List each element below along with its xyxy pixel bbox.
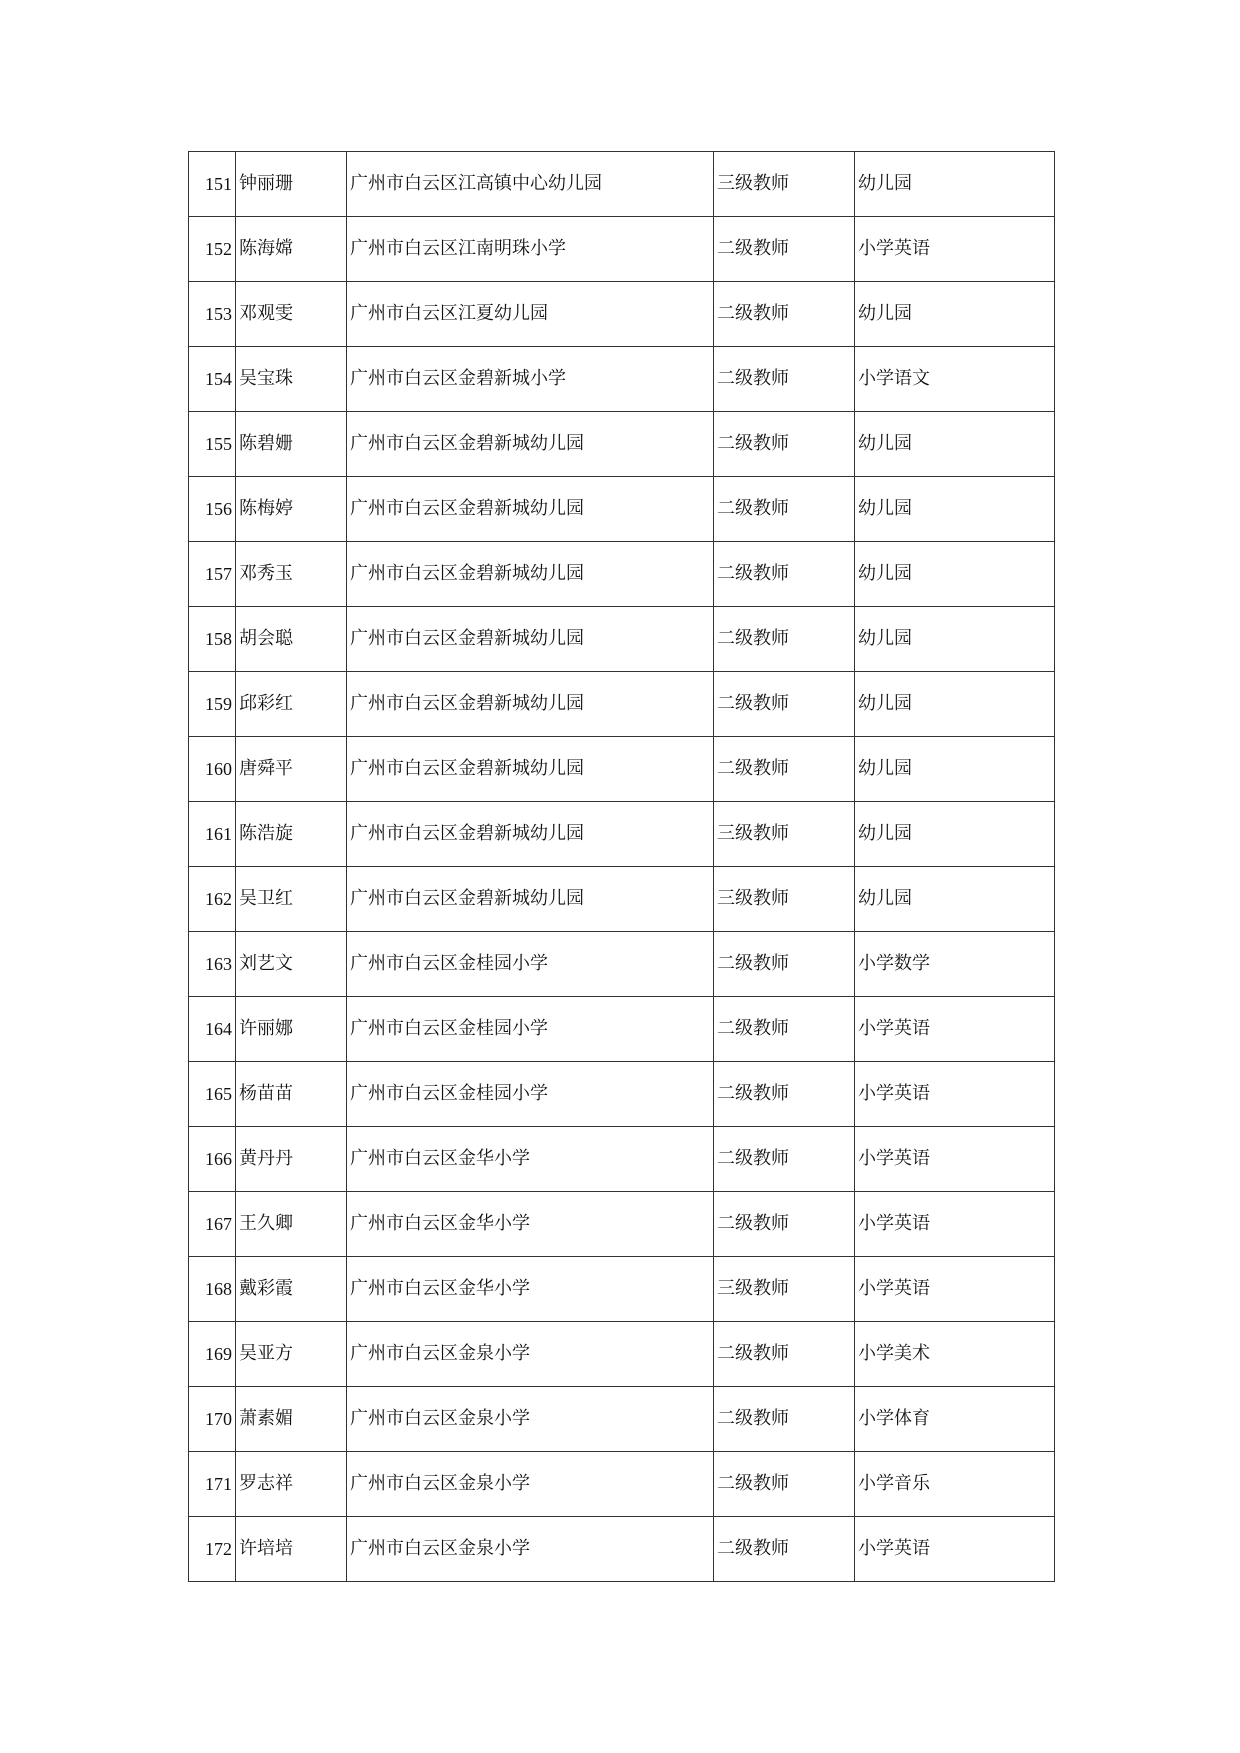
subject-cell: 小学英语 (855, 997, 1055, 1062)
title-grade-cell: 二级教师 (714, 1387, 855, 1452)
teacher-name-cell: 陈梅婷 (236, 477, 347, 542)
table-row (189, 1517, 1055, 1582)
subject-cell: 小学体育 (855, 1387, 1055, 1452)
table-row (189, 412, 1055, 477)
table-row (189, 152, 1055, 217)
title-grade-cell: 二级教师 (714, 1322, 855, 1387)
subject-cell: 小学英语 (855, 1192, 1055, 1257)
teacher-name-cell: 吴卫红 (236, 867, 347, 932)
subject-cell: 小学数学 (855, 932, 1055, 997)
table-row (189, 1257, 1055, 1322)
teacher-name-cell: 邓秀玉 (236, 542, 347, 607)
subject-cell: 小学语文 (855, 347, 1055, 412)
table-row (189, 542, 1055, 607)
table-row (189, 932, 1055, 997)
row-number-cell: 152 (189, 217, 236, 282)
school-cell: 广州市白云区金碧新城幼儿园 (347, 737, 714, 802)
school-cell: 广州市白云区金泉小学 (347, 1387, 714, 1452)
school-cell: 广州市白云区金碧新城幼儿园 (347, 802, 714, 867)
table-row (189, 347, 1055, 412)
school-cell: 广州市白云区金碧新城幼儿园 (347, 542, 714, 607)
school-cell: 广州市白云区金桂园小学 (347, 997, 714, 1062)
subject-cell: 小学音乐 (855, 1452, 1055, 1517)
row-number-cell: 165 (189, 1062, 236, 1127)
school-cell: 广州市白云区金桂园小学 (347, 1062, 714, 1127)
title-grade-cell: 二级教师 (714, 607, 855, 672)
school-cell: 广州市白云区金碧新城幼儿园 (347, 672, 714, 737)
row-number-cell: 151 (189, 152, 236, 217)
subject-cell: 幼儿园 (855, 477, 1055, 542)
row-number-cell: 168 (189, 1257, 236, 1322)
table-row (189, 1452, 1055, 1517)
row-number-cell: 155 (189, 412, 236, 477)
school-cell: 广州市白云区金泉小学 (347, 1322, 714, 1387)
table-row (189, 1062, 1055, 1127)
row-number-cell: 171 (189, 1452, 236, 1517)
teacher-name-cell: 刘艺文 (236, 932, 347, 997)
table-row (189, 477, 1055, 542)
title-grade-cell: 二级教师 (714, 1517, 855, 1582)
row-number-cell: 153 (189, 282, 236, 347)
teacher-name-cell: 吴亚方 (236, 1322, 347, 1387)
subject-cell: 幼儿园 (855, 867, 1055, 932)
school-cell: 广州市白云区金碧新城幼儿园 (347, 412, 714, 477)
title-grade-cell: 二级教师 (714, 997, 855, 1062)
row-number-cell: 162 (189, 867, 236, 932)
subject-cell: 小学英语 (855, 1517, 1055, 1582)
teacher-name-cell: 萧素媚 (236, 1387, 347, 1452)
teacher-name-cell: 杨苗苗 (236, 1062, 347, 1127)
table-row (189, 282, 1055, 347)
teacher-name-cell: 吴宝珠 (236, 347, 347, 412)
subject-cell: 幼儿园 (855, 152, 1055, 217)
subject-cell: 幼儿园 (855, 802, 1055, 867)
teacher-name-cell: 许丽娜 (236, 997, 347, 1062)
school-cell: 广州市白云区金碧新城幼儿园 (347, 477, 714, 542)
title-grade-cell: 二级教师 (714, 412, 855, 477)
teacher-name-cell: 戴彩霞 (236, 1257, 347, 1322)
school-cell: 广州市白云区金碧新城幼儿园 (347, 867, 714, 932)
table-row (189, 1322, 1055, 1387)
school-cell: 广州市白云区金碧新城小学 (347, 347, 714, 412)
title-grade-cell: 三级教师 (714, 867, 855, 932)
school-cell: 广州市白云区金泉小学 (347, 1452, 714, 1517)
teacher-name-cell: 邓观雯 (236, 282, 347, 347)
table-row (189, 867, 1055, 932)
table-row (189, 607, 1055, 672)
row-number-cell: 166 (189, 1127, 236, 1192)
teacher-name-cell: 邱彩红 (236, 672, 347, 737)
table-row (189, 802, 1055, 867)
school-cell: 广州市白云区江高镇中心幼儿园 (347, 152, 714, 217)
subject-cell: 幼儿园 (855, 737, 1055, 802)
school-cell: 广州市白云区金华小学 (347, 1192, 714, 1257)
row-number-cell: 172 (189, 1517, 236, 1582)
school-cell: 广州市白云区江夏幼儿园 (347, 282, 714, 347)
title-grade-cell: 二级教师 (714, 217, 855, 282)
title-grade-cell: 二级教师 (714, 1062, 855, 1127)
table-row (189, 737, 1055, 802)
title-grade-cell: 二级教师 (714, 1127, 855, 1192)
school-cell: 广州市白云区金桂园小学 (347, 932, 714, 997)
row-number-cell: 169 (189, 1322, 236, 1387)
row-number-cell: 164 (189, 997, 236, 1062)
teacher-name-cell: 罗志祥 (236, 1452, 347, 1517)
title-grade-cell: 三级教师 (714, 802, 855, 867)
teacher-name-cell: 王久卿 (236, 1192, 347, 1257)
table-row (189, 1127, 1055, 1192)
teacher-name-cell: 黄丹丹 (236, 1127, 347, 1192)
table-row (189, 997, 1055, 1062)
title-grade-cell: 二级教师 (714, 347, 855, 412)
row-number-cell: 167 (189, 1192, 236, 1257)
teacher-name-cell: 胡会聪 (236, 607, 347, 672)
subject-cell: 幼儿园 (855, 607, 1055, 672)
title-grade-cell: 二级教师 (714, 1192, 855, 1257)
row-number-cell: 156 (189, 477, 236, 542)
title-grade-cell: 二级教师 (714, 1452, 855, 1517)
row-number-cell: 161 (189, 802, 236, 867)
subject-cell: 小学英语 (855, 1127, 1055, 1192)
table-row (189, 672, 1055, 737)
subject-cell: 幼儿园 (855, 672, 1055, 737)
row-number-cell: 154 (189, 347, 236, 412)
teacher-roster-table (188, 151, 1055, 1582)
subject-cell: 幼儿园 (855, 412, 1055, 477)
school-cell: 广州市白云区金碧新城幼儿园 (347, 607, 714, 672)
table-row (189, 1192, 1055, 1257)
title-grade-cell: 二级教师 (714, 477, 855, 542)
teacher-name-cell: 陈碧姗 (236, 412, 347, 477)
title-grade-cell: 二级教师 (714, 737, 855, 802)
row-number-cell: 160 (189, 737, 236, 802)
roster-table-body (189, 152, 1055, 1582)
title-grade-cell: 三级教师 (714, 1257, 855, 1322)
subject-cell: 小学英语 (855, 1062, 1055, 1127)
teacher-name-cell: 陈海嫦 (236, 217, 347, 282)
title-grade-cell: 二级教师 (714, 932, 855, 997)
title-grade-cell: 二级教师 (714, 282, 855, 347)
row-number-cell: 157 (189, 542, 236, 607)
school-cell: 广州市白云区金华小学 (347, 1127, 714, 1192)
title-grade-cell: 三级教师 (714, 152, 855, 217)
subject-cell: 小学英语 (855, 1257, 1055, 1322)
title-grade-cell: 二级教师 (714, 672, 855, 737)
row-number-cell: 163 (189, 932, 236, 997)
row-number-cell: 170 (189, 1387, 236, 1452)
subject-cell: 小学美术 (855, 1322, 1055, 1387)
teacher-name-cell: 陈浩旋 (236, 802, 347, 867)
row-number-cell: 159 (189, 672, 236, 737)
school-cell: 广州市白云区江南明珠小学 (347, 217, 714, 282)
teacher-name-cell: 钟丽珊 (236, 152, 347, 217)
school-cell: 广州市白云区金泉小学 (347, 1517, 714, 1582)
teacher-name-cell: 唐舜平 (236, 737, 347, 802)
row-number-cell: 158 (189, 607, 236, 672)
subject-cell: 幼儿园 (855, 282, 1055, 347)
table-row (189, 217, 1055, 282)
title-grade-cell: 二级教师 (714, 542, 855, 607)
subject-cell: 幼儿园 (855, 542, 1055, 607)
table-row (189, 1387, 1055, 1452)
teacher-name-cell: 许培培 (236, 1517, 347, 1582)
school-cell: 广州市白云区金华小学 (347, 1257, 714, 1322)
subject-cell: 小学英语 (855, 217, 1055, 282)
